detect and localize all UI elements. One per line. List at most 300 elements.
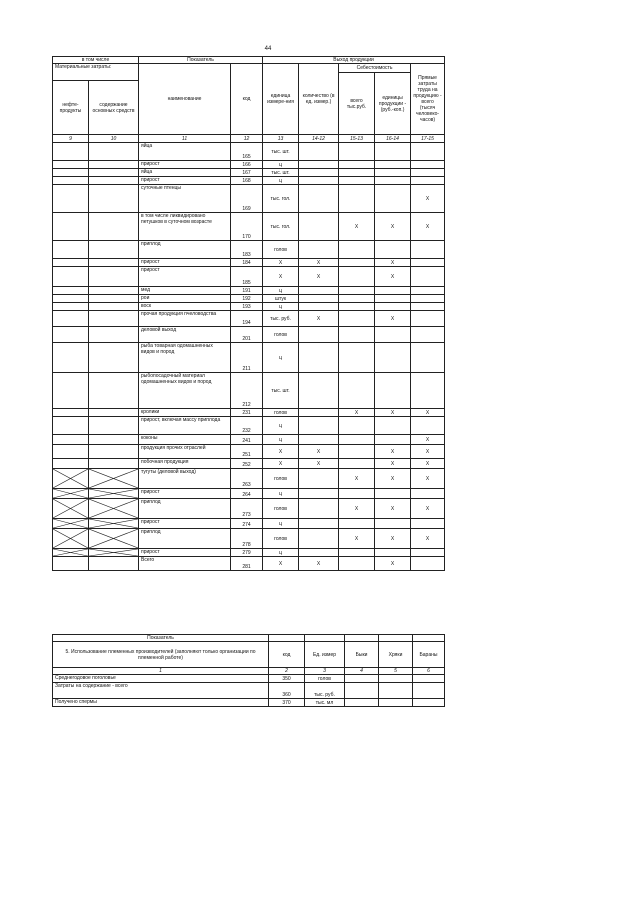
unit-of-measure: ц	[263, 161, 299, 169]
unit-cost-value: X	[375, 445, 411, 459]
table-row	[53, 519, 445, 529]
unit-cost-value	[375, 417, 411, 435]
labor-value: X	[411, 529, 445, 549]
labor-value	[411, 311, 445, 327]
indicator-name: прирост	[139, 177, 231, 185]
indicator-name: суточные птенцы	[139, 185, 231, 213]
fixed-assets-cell	[89, 417, 139, 435]
value-cell	[413, 683, 445, 699]
indicator-name: приплод	[139, 499, 231, 519]
table-row	[53, 409, 445, 417]
bulls-header: Быки	[345, 642, 379, 668]
quantity-value	[299, 409, 339, 417]
fixed-assets-cell	[89, 435, 139, 445]
oil-products-cell	[53, 373, 89, 409]
labor-value: X	[411, 469, 445, 489]
indicator-name: рои	[139, 295, 231, 303]
name-header: наименование	[139, 64, 231, 135]
row-code: 350	[269, 675, 305, 683]
indicator-name: приплод	[139, 529, 231, 549]
indicator-header-2: Показатель	[53, 635, 269, 642]
unit-cost-value: X	[375, 267, 411, 287]
unit-cost-value	[375, 489, 411, 499]
indicator-name: прирост	[139, 259, 231, 267]
row-code: 274	[231, 519, 263, 529]
unit-cost-value	[375, 241, 411, 259]
indicator-name: яйца	[139, 143, 231, 161]
code-header: код	[231, 64, 263, 135]
row-code: 191	[231, 287, 263, 295]
unit-header-2: Ед. измер	[305, 642, 345, 668]
total-cost-value	[339, 327, 375, 343]
fixed-assets-cell	[89, 241, 139, 259]
quantity-value: X	[299, 267, 339, 287]
row-code: 360	[269, 683, 305, 699]
unit-of-measure: X	[263, 267, 299, 287]
cost-price-header: Себестоимость	[339, 64, 411, 73]
column-number: 17-15	[411, 135, 445, 143]
unit-cost-value: X	[375, 259, 411, 267]
crossed-out-mark	[53, 499, 88, 518]
labor-value	[411, 143, 445, 161]
unit-cost-value	[375, 303, 411, 311]
fixed-assets-cell	[89, 343, 139, 373]
table-row	[53, 311, 445, 327]
value-cell	[379, 675, 413, 683]
row-code: 278	[231, 529, 263, 549]
oil-products-cell	[53, 445, 89, 459]
total-cost-value	[339, 287, 375, 295]
total-cost-value	[339, 259, 375, 267]
labor-value	[411, 373, 445, 409]
fixed-assets-cell	[89, 549, 139, 557]
indicator-name: продукция прочих отраслей	[139, 445, 231, 459]
quantity-value	[299, 213, 339, 241]
column-number: 6	[413, 668, 445, 675]
indicator-name: прирост	[139, 161, 231, 169]
column-number: 5	[379, 668, 413, 675]
code-header-2: код	[269, 642, 305, 668]
table-row	[53, 303, 445, 311]
unit-of-measure: ц	[263, 177, 299, 185]
fixed-assets-cell	[89, 445, 139, 459]
in-that-number-header: в том числе	[53, 57, 139, 64]
unit-of-measure: X	[263, 445, 299, 459]
row-code: 193	[231, 303, 263, 311]
oil-products-cell	[53, 311, 89, 327]
total-cost-value	[339, 185, 375, 213]
total-cost-header: всего тыс.руб.	[339, 73, 375, 135]
table-row	[53, 489, 445, 499]
quantity-value	[299, 549, 339, 557]
unit-of-measure: тыс. руб.	[263, 311, 299, 327]
quantity-value	[299, 489, 339, 499]
unit-cost-value	[375, 143, 411, 161]
labor-value: X	[411, 445, 445, 459]
row-code: 252	[231, 459, 263, 469]
unit-cost-value	[375, 519, 411, 529]
unit-cost-value	[375, 161, 411, 169]
total-cost-value	[339, 311, 375, 327]
labor-value	[411, 557, 445, 571]
unit-of-measure: голов	[263, 529, 299, 549]
crossed-out-mark	[89, 499, 138, 518]
table-row	[53, 417, 445, 435]
fixed-assets-maintenance-header: содержание основных средств	[89, 81, 139, 135]
unit-of-measure: тыс. мл	[305, 699, 345, 707]
quantity-value	[299, 295, 339, 303]
oil-products-cell	[53, 557, 89, 571]
fixed-assets-cell	[89, 311, 139, 327]
oil-products-cell	[53, 267, 89, 287]
quantity-value	[299, 469, 339, 489]
unit-of-measure: голов	[263, 327, 299, 343]
value-cell	[345, 683, 379, 699]
unit-of-measure: тыс. шт.	[263, 143, 299, 161]
total-cost-value	[339, 549, 375, 557]
oil-products-cell	[53, 169, 89, 177]
row-code: 169	[231, 185, 263, 213]
unit-of-measure: ц	[263, 489, 299, 499]
indicator-name: прирост	[139, 489, 231, 499]
fixed-assets-cell	[89, 143, 139, 161]
fixed-assets-cell	[89, 409, 139, 417]
oil-products-cell	[53, 519, 89, 529]
fixed-assets-cell	[89, 267, 139, 287]
table-row	[53, 267, 445, 287]
indicator-name: приплод	[139, 241, 231, 259]
value-cell	[345, 699, 379, 707]
unit-cost-header: единицы продукции - (руб.-коп.)	[375, 73, 411, 135]
fixed-assets-cell	[89, 177, 139, 185]
indicator-name: прочая продукция пчеловодства	[139, 311, 231, 327]
table-row	[53, 557, 445, 571]
row-code: 264	[231, 489, 263, 499]
breeding-sires-table	[52, 634, 445, 707]
page-number: 44	[264, 46, 272, 52]
oil-products-cell	[53, 287, 89, 295]
value-cell	[345, 675, 379, 683]
total-cost-value	[339, 459, 375, 469]
column-number: 11	[139, 135, 231, 143]
row-code: 167	[231, 169, 263, 177]
unit-of-measure: тыс. шт.	[263, 169, 299, 177]
unit-cost-value	[375, 295, 411, 303]
value-cell	[379, 699, 413, 707]
unit-of-measure: ц	[263, 519, 299, 529]
oil-products-cell	[53, 409, 89, 417]
oil-products-cell	[53, 177, 89, 185]
fixed-assets-cell	[89, 373, 139, 409]
quantity-value	[299, 143, 339, 161]
unit-of-measure: голов	[305, 675, 345, 683]
unit-of-measure: ц	[263, 435, 299, 445]
unit-cost-value	[375, 343, 411, 373]
row-code: 168	[231, 177, 263, 185]
unit-cost-value: X	[375, 459, 411, 469]
labor-value	[411, 343, 445, 373]
table-row	[53, 213, 445, 241]
quantity-value	[299, 327, 339, 343]
value-cell	[379, 683, 413, 699]
quantity-value	[299, 519, 339, 529]
quantity-value: X	[299, 445, 339, 459]
table-row	[53, 177, 445, 185]
unit-of-measure: голов	[263, 241, 299, 259]
unit-cost-value	[375, 549, 411, 557]
indicator-name: Получено спермы	[53, 699, 269, 707]
labor-value	[411, 267, 445, 287]
fixed-assets-cell	[89, 303, 139, 311]
indicator-name: Затраты на содержание - всего	[53, 683, 269, 699]
boars-header: Хряки	[379, 642, 413, 668]
row-code: 279	[231, 549, 263, 557]
unit-of-measure: X	[263, 259, 299, 267]
unit-of-measure: X	[263, 557, 299, 571]
indicator-name: яйца	[139, 169, 231, 177]
row-code: 194	[231, 311, 263, 327]
total-cost-value: X	[339, 499, 375, 519]
row-code: 192	[231, 295, 263, 303]
oil-products-header: нефте-продукты	[53, 81, 89, 135]
row-code: 185	[231, 267, 263, 287]
labor-value	[411, 303, 445, 311]
row-code: 263	[231, 469, 263, 489]
row-code: 273	[231, 499, 263, 519]
indicator-header: Показатель	[139, 57, 263, 64]
oil-products-cell	[53, 327, 89, 343]
column-number: 3	[305, 668, 345, 675]
unit-cost-value: X	[375, 409, 411, 417]
table-row	[53, 459, 445, 469]
labor-value	[411, 327, 445, 343]
direct-labor-header: Прямые затраты труда на продукцию - всего (тысяч человеко-часов)	[411, 64, 445, 135]
total-cost-value	[339, 303, 375, 311]
indicator-name: прирост, включая массу приплода	[139, 417, 231, 435]
labor-value	[411, 161, 445, 169]
total-cost-value	[339, 489, 375, 499]
labor-value: X	[411, 185, 445, 213]
oil-products-cell	[53, 529, 89, 549]
production-output-table	[52, 56, 445, 571]
indicator-name: коконы	[139, 435, 231, 445]
row-code: 170	[231, 213, 263, 241]
indicator-name: прирост	[139, 519, 231, 529]
unit-cost-value: X	[375, 213, 411, 241]
fixed-assets-cell	[89, 287, 139, 295]
quantity-value	[299, 435, 339, 445]
total-cost-value	[339, 169, 375, 177]
table-row	[53, 185, 445, 213]
crossed-out-mark	[53, 489, 88, 498]
indicator-name: побочная продукция	[139, 459, 231, 469]
total-cost-value	[339, 161, 375, 169]
unit-cost-value: X	[375, 557, 411, 571]
labor-value	[411, 519, 445, 529]
crossed-out-mark	[53, 519, 88, 528]
oil-products-cell	[53, 143, 89, 161]
column-number: 16-14	[375, 135, 411, 143]
section-5-title: 5. Использование племенных производителей (заполняют только организации по племенной работе)	[53, 642, 269, 668]
oil-products-cell	[53, 489, 89, 499]
table-row	[53, 343, 445, 373]
quantity-value: X	[299, 259, 339, 267]
column-number: 15-13	[339, 135, 375, 143]
row-code: 165	[231, 143, 263, 161]
fixed-assets-cell	[89, 185, 139, 213]
crossed-out-mark	[89, 519, 138, 528]
row-code: 211	[231, 343, 263, 373]
column-number: 12	[231, 135, 263, 143]
oil-products-cell	[53, 459, 89, 469]
total-cost-value	[339, 177, 375, 185]
oil-products-cell	[53, 549, 89, 557]
unit-of-measure: тыс. руб.	[305, 683, 345, 699]
unit-of-measure: тыс. гол.	[263, 185, 299, 213]
unit-cost-value	[375, 327, 411, 343]
oil-products-cell	[53, 241, 89, 259]
table-row	[53, 241, 445, 259]
oil-products-cell	[53, 259, 89, 267]
fixed-assets-cell	[89, 213, 139, 241]
quantity-value	[299, 177, 339, 185]
column-number: 9	[53, 135, 89, 143]
unit-cost-value: X	[375, 469, 411, 489]
crossed-out-mark	[53, 529, 88, 548]
table-row	[53, 445, 445, 459]
indicator-name: прирост	[139, 549, 231, 557]
oil-products-cell	[53, 435, 89, 445]
fixed-assets-cell	[89, 499, 139, 519]
indicator-name: Среднегодовое поголовье	[53, 675, 269, 683]
unit-cost-value: X	[375, 311, 411, 327]
quantity-header: количество (в ед. измер.)	[299, 64, 339, 135]
labor-value	[411, 295, 445, 303]
crossed-out-mark	[89, 469, 138, 488]
unit-header: единица измере-ния	[263, 64, 299, 135]
quantity-value	[299, 417, 339, 435]
quantity-value: X	[299, 557, 339, 571]
indicator-name: воск	[139, 303, 231, 311]
table-row	[53, 169, 445, 177]
total-cost-value: X	[339, 213, 375, 241]
quantity-value	[299, 499, 339, 519]
production-output-header: Выход продукции	[263, 57, 445, 64]
table-row	[53, 499, 445, 519]
column-number: 14-12	[299, 135, 339, 143]
rams-header: Бараны	[413, 642, 445, 668]
labor-value: X	[411, 409, 445, 417]
total-cost-value: X	[339, 529, 375, 549]
total-cost-value: X	[339, 469, 375, 489]
unit-cost-value	[375, 373, 411, 409]
crossed-out-mark	[89, 489, 138, 498]
row-code: 212	[231, 373, 263, 409]
oil-products-cell	[53, 213, 89, 241]
row-code: 241	[231, 435, 263, 445]
value-cell	[413, 699, 445, 707]
oil-products-cell	[53, 499, 89, 519]
fixed-assets-cell	[89, 519, 139, 529]
column-number: 1	[53, 668, 269, 675]
indicator-name: кролики	[139, 409, 231, 417]
unit-cost-value: X	[375, 499, 411, 519]
unit-of-measure: голов	[263, 469, 299, 489]
unit-of-measure: ц	[263, 343, 299, 373]
unit-of-measure: ц	[263, 549, 299, 557]
total-cost-value	[339, 267, 375, 287]
material-costs-header: Материальные затраты:	[53, 64, 139, 81]
labor-value	[411, 259, 445, 267]
total-cost-value	[339, 557, 375, 571]
labor-value	[411, 489, 445, 499]
total-cost-value	[339, 343, 375, 373]
indicator-name: тугуты (деловой выход)	[139, 469, 231, 489]
total-cost-value: X	[339, 409, 375, 417]
table-row	[53, 287, 445, 295]
labor-value: X	[411, 435, 445, 445]
crossed-out-mark	[89, 529, 138, 548]
row-code: 184	[231, 259, 263, 267]
oil-products-cell	[53, 343, 89, 373]
unit-cost-value: X	[375, 529, 411, 549]
table-row	[53, 549, 445, 557]
fixed-assets-cell	[89, 529, 139, 549]
table-row	[53, 699, 445, 707]
indicator-name: прирост	[139, 267, 231, 287]
oil-products-cell	[53, 161, 89, 169]
value-cell	[413, 675, 445, 683]
quantity-value	[299, 161, 339, 169]
quantity-value	[299, 185, 339, 213]
indicator-name: в том числе ликвидировано петушков в суточном возрасте	[139, 213, 231, 241]
unit-cost-value	[375, 287, 411, 295]
unit-of-measure: ц	[263, 417, 299, 435]
indicator-name: рыба товарная одомашненных видов и пород	[139, 343, 231, 373]
indicator-name: рыбопосадочный материал одомашненных видов и пород	[139, 373, 231, 409]
table-row	[53, 373, 445, 409]
crossed-out-mark	[53, 469, 88, 488]
row-code: 232	[231, 417, 263, 435]
unit-of-measure: тыс. гол.	[263, 213, 299, 241]
oil-products-cell	[53, 469, 89, 489]
total-cost-value	[339, 373, 375, 409]
crossed-out-mark	[53, 549, 88, 556]
labor-value: X	[411, 213, 445, 241]
row-code: 281	[231, 557, 263, 571]
table-row	[53, 143, 445, 161]
column-number: 13	[263, 135, 299, 143]
row-code: 370	[269, 699, 305, 707]
indicator-name: мед	[139, 287, 231, 295]
total-cost-value	[339, 417, 375, 435]
oil-products-cell	[53, 295, 89, 303]
unit-of-measure: ц	[263, 287, 299, 295]
quantity-value	[299, 169, 339, 177]
indicator-name: Всего	[139, 557, 231, 571]
unit-of-measure: тыс. шт.	[263, 373, 299, 409]
total-cost-value	[339, 435, 375, 445]
unit-cost-value	[375, 185, 411, 213]
quantity-value	[299, 241, 339, 259]
total-cost-value	[339, 295, 375, 303]
indicator-name: деловой выход	[139, 327, 231, 343]
fixed-assets-cell	[89, 469, 139, 489]
fixed-assets-cell	[89, 295, 139, 303]
quantity-value	[299, 343, 339, 373]
row-code: 166	[231, 161, 263, 169]
table-row	[53, 675, 445, 683]
